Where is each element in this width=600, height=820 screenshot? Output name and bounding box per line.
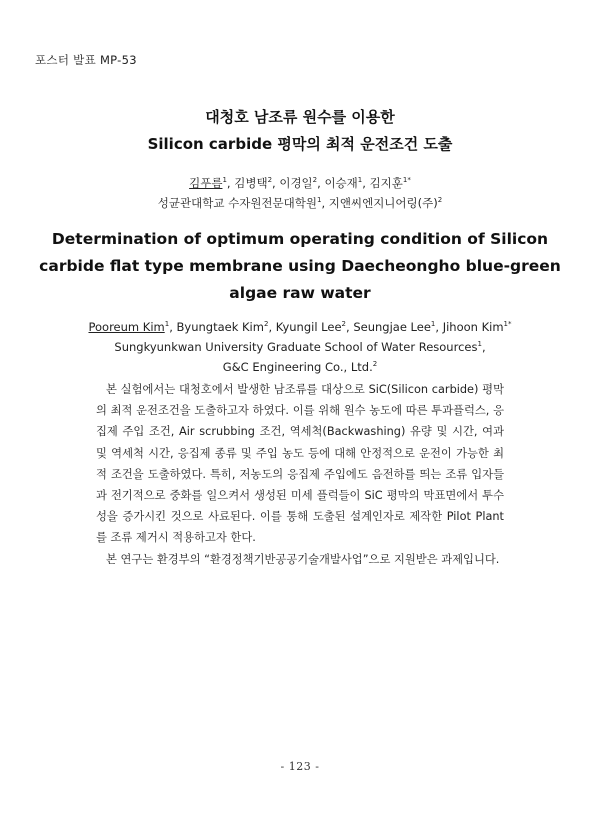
english-title-line-2: carbide flat type membrane using Daecheongho blue-green: [39, 257, 561, 275]
abstract-paragraph: 본 실험에서는 대청호에서 발생한 남조류를 대상으로 SiC(Silicon carbide) 평막의 최적 운전조건을 도출하고자 하였다. 이를 위해 원수 농도에 따른 투과플럭스, 응집제 주입 조건, Air scrubbing 조건, 역세척(Backwashing) 유량 및 시간, 여과 및 역세척 시간, 응집제 종류 및 주입 농도 등에 대해 안정적으로 운전이 가능한 최적 조건을 도출하였다. 특히, 저농도의 응집제 주입에도 음전하를 띄는 조류 입자들과 전기적으로 중화를 일으켜서 생성된 미세 플럭들이 SiC 평막의 막표면에서 투수성을 증가시킨 것으로 사료된다. 이를 통해 도출된 설계인자로 제작한 Pilot Plant를 조류 제거시 적용하고자 한다.: [96, 383, 504, 545]
session-label: 포스터 발표 MP-53: [35, 53, 137, 67]
english-affiliation-1: Sungkyunkwan University Graduate School of Water Resources: [114, 340, 478, 354]
english-author: Kyungil Lee$^2$: [275, 320, 347, 334]
english-author: Byungtaek Kim$^2$: [176, 320, 269, 334]
korean-author-list: 김푸름$^1$, 김병택$^2$, 이경일$^2$, 이승재$^1$, 김지훈$^{1*}$: [189, 176, 411, 190]
korean-author: 이경일$^2$: [279, 176, 318, 190]
korean-title-line-2: Silicon carbide 평막의 최적 운전조건 도출: [147, 135, 453, 153]
english-author-list: Pooreum Kim$^1$, Byungtaek Kim$^2$, Kyungil Lee$^2$, Seungjae Lee$^1$, Jihoon Kim$^{1*}$: [88, 320, 512, 334]
korean-title-line-1: 대청호 남조류 원수를 이용한: [205, 108, 395, 126]
english-author: Pooreum Kim$^1$: [88, 320, 170, 334]
english-affiliation-2: G&C Engineering Co., Ltd.: [222, 360, 373, 374]
english-author: Seungjae Lee$^1$: [353, 320, 436, 334]
korean-author: 김병택$^2$: [234, 176, 273, 190]
english-title: [0, 226, 600, 307]
korean-affiliation-2: 지앤씨엔지니어링(주): [328, 196, 438, 210]
english-affiliation-2-line: G&C Engineering Co., Ltd.$^2$: [222, 360, 378, 374]
acknowledgement-paragraph: 본 연구는 환경부의 “환경정책기반공공기술개발사업”으로 지원받은 과제입니다.: [106, 552, 500, 566]
english-affiliation-1-line: Sungkyunkwan University Graduate School of Water Resources$^1$,: [114, 340, 486, 354]
korean-author: 김지훈$^{1*}$: [369, 176, 411, 190]
korean-affiliation-1: 성균관대학교 수자원전문대학원: [157, 196, 317, 210]
korean-title: [0, 104, 600, 158]
korean-affiliations: 성균관대학교 수자원전문대학원$^1$, 지앤씨엔지니어링(주)$^2$: [157, 196, 443, 210]
english-title-line-1: Determination of optimum operating condition of Silicon: [51, 230, 549, 248]
abstract-body: [96, 379, 504, 570]
korean-author: 이승재$^1$: [324, 176, 363, 190]
english-authors-block: [0, 317, 600, 377]
korean-author: 김푸름$^1$: [189, 176, 227, 190]
page-number: - 123 -: [280, 760, 320, 773]
english-title-line-3: algae raw water: [229, 284, 371, 302]
korean-authors-block: [0, 173, 600, 213]
english-author: Jihoon Kim$^{1*}$: [442, 320, 512, 334]
